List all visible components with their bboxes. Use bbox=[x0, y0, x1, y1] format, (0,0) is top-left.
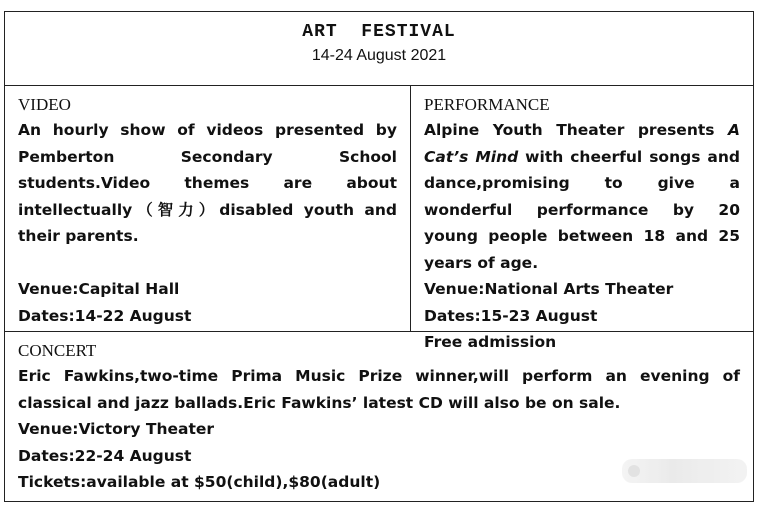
video-dates: Dates:14-22 August bbox=[18, 306, 192, 325]
concert-dates: Dates:22-24 August bbox=[18, 446, 192, 465]
festival-title: ART FESTIVAL bbox=[302, 22, 456, 42]
performance-heading: PERFORMANCE bbox=[424, 95, 550, 114]
video-venue: Venue:Capital Hall bbox=[18, 280, 180, 298]
video-section bbox=[5, 86, 411, 331]
performance-desc-before: Alpine Youth Theater presents bbox=[424, 121, 728, 139]
performance-section bbox=[411, 86, 753, 351]
video-heading: VIDEO bbox=[18, 95, 71, 114]
concert-tickets: Tickets:available at $50(child),$80(adult) bbox=[18, 473, 381, 491]
watermark-logo-icon bbox=[628, 465, 640, 477]
performance-show-title: A Cat’s Mind bbox=[424, 121, 740, 166]
video-spacer bbox=[18, 250, 397, 277]
concert-venue: Venue:Victory Theater bbox=[18, 420, 215, 438]
performance-desc-after: with cheerful songs and dance,promising to give a wonderful performance by 20 young people between 18 and 25 years of age. bbox=[424, 147, 740, 272]
performance-dates: Dates:15-23 August bbox=[424, 306, 598, 325]
concert-heading: CONCERT bbox=[18, 341, 97, 360]
video-description: An hourly show of videos presented by Pemberton Secondary School students.Video themes are about intellectually（智力）disabled youth and their parents. bbox=[18, 121, 397, 245]
concert-description: Eric Fawkins,two-time Prima Music Prize winner,will perform an evening of classical and jazz ballads.Eric Fawkins’ latest CD will also be on sale. bbox=[18, 367, 740, 412]
performance-description bbox=[424, 117, 740, 276]
festival-header bbox=[5, 12, 753, 86]
festival-notice-table bbox=[4, 11, 754, 502]
performance-admission: Free admission bbox=[424, 333, 557, 351]
festival-dates: 14-24 August 2021 bbox=[311, 47, 447, 64]
performance-venue: Venue:National Arts Theater bbox=[424, 280, 674, 298]
blurred-watermark bbox=[622, 459, 747, 483]
